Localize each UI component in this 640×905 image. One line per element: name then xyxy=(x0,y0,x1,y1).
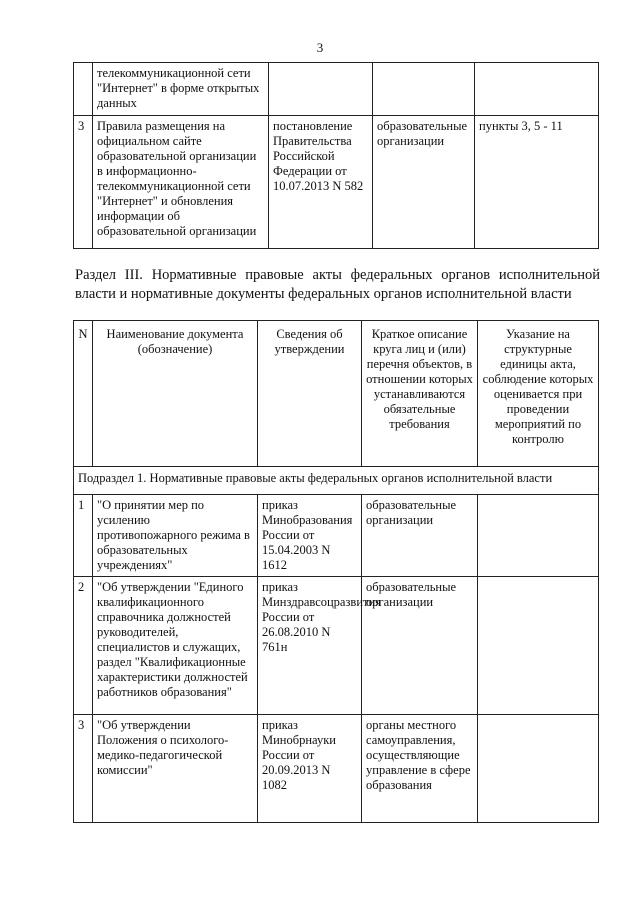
table-row xyxy=(74,495,599,577)
header-approval: Сведения об утверждении xyxy=(258,321,362,467)
table-row xyxy=(74,116,599,249)
table-row xyxy=(74,577,599,715)
main-table xyxy=(73,320,599,823)
document-name: "Об утверждении Положения о психолого-медико-педагогической комиссии" xyxy=(93,715,258,823)
scope-description: образовательные организации xyxy=(362,495,478,577)
document-name: "Об утверждении "Единого квалификационного справочника должностей руководителей, специалистов и служащих, раздел "Квалификационные характеристики должностей работников образования" xyxy=(93,577,258,715)
header-units: Указание на структурные единицы акта, соблюдение которых оценивается при проведении мероприятий по контролю xyxy=(478,321,599,467)
row-number: 2 xyxy=(74,577,93,715)
scope-description: органы местного самоуправления, осуществляющие управление в сфере образования xyxy=(362,715,478,823)
row-number xyxy=(74,63,93,116)
structural-units xyxy=(478,577,599,715)
approval-info: приказ Минздравсоцразвития России от 26.08.2010 N 761н xyxy=(258,577,362,715)
row-number: 3 xyxy=(74,715,93,823)
approval-info: постановление Правительства Российской Федерации от 10.07.2013 N 582 xyxy=(269,116,373,249)
approval-info xyxy=(269,63,373,116)
document-name: "О принятии мер по усилению противопожарного режима в образовательных учреждениях" xyxy=(93,495,258,577)
scope-description xyxy=(373,63,475,116)
table-row xyxy=(74,715,599,823)
row-number: 1 xyxy=(74,495,93,577)
table-row xyxy=(74,63,599,116)
structural-units xyxy=(475,63,599,116)
structural-units: пункты 3, 5 - 11 xyxy=(475,116,599,249)
scope-description: образовательные организации xyxy=(362,577,478,715)
header-scope: Краткое описание круга лиц и (или) перечня объектов, в отношении которых устанавливаются обязательные требования xyxy=(362,321,478,467)
page-number: 3 xyxy=(316,40,324,55)
approval-info: приказ Минобрнауки России от 20.09.2013 N 1082 xyxy=(258,715,362,823)
document-name: телекоммуникационной сети "Интернет" в форме открытых данных xyxy=(93,63,269,116)
approval-info: приказ Минобразования России от 15.04.2003 N 1612 xyxy=(258,495,362,577)
top-table xyxy=(73,62,599,249)
header-name: Наименование документа (обозначение) xyxy=(93,321,258,467)
section-title: Раздел III. Нормативные правовые акты федеральных органов исполнительной власти и нормативные документы федеральных органов исполнительной власти xyxy=(75,267,600,302)
subsection-row xyxy=(74,467,599,495)
table-header-row xyxy=(74,321,599,467)
structural-units xyxy=(478,715,599,823)
scope-description: образовательные организации xyxy=(373,116,475,249)
subsection-title: Подраздел 1. Нормативные правовые акты федеральных органов исполнительной власти xyxy=(74,467,599,495)
structural-units xyxy=(478,495,599,577)
row-number: 3 xyxy=(74,116,93,249)
header-n: N xyxy=(74,321,93,467)
document-name: Правила размещения на официальном сайте образовательной организации в информационно-телекоммуникационной сети "Интернет" и обновления информации об образовательной организации xyxy=(93,116,269,249)
